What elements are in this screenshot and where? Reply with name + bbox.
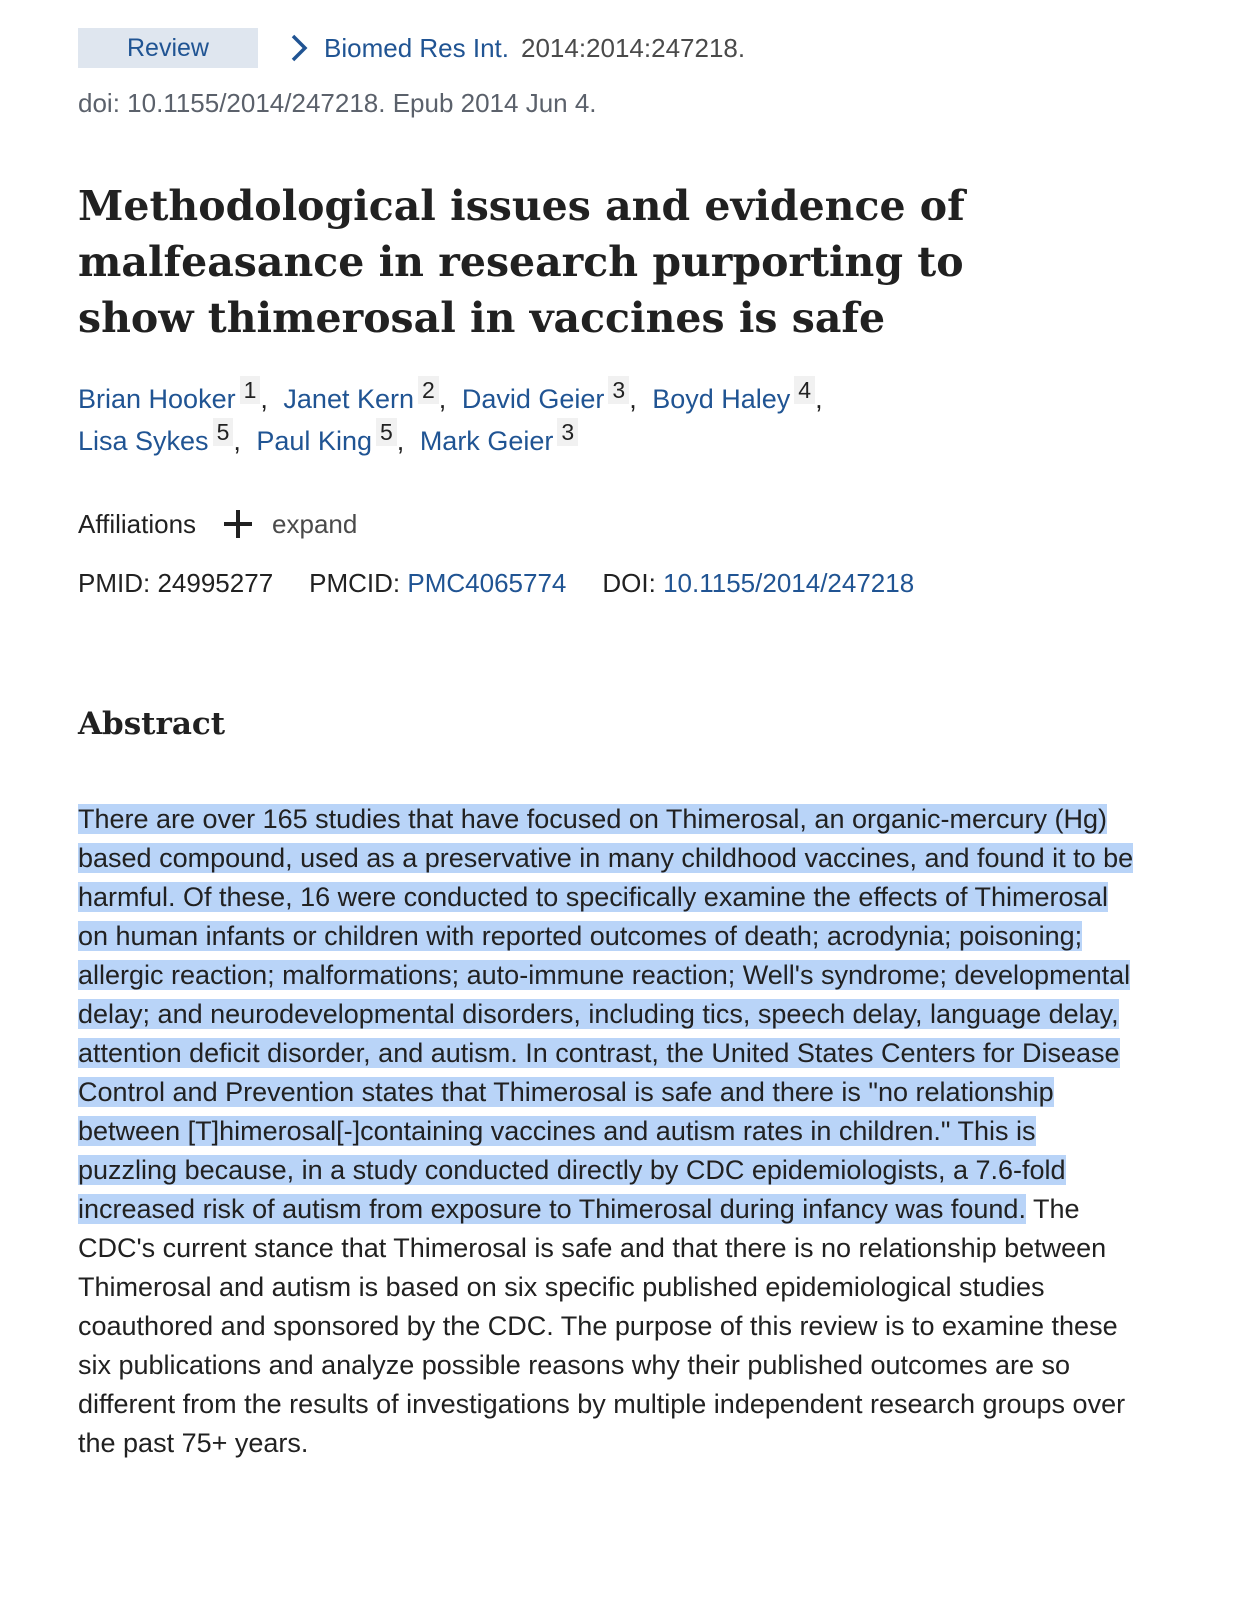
author-link[interactable]: Lisa Sykes [78, 426, 209, 456]
journal-link[interactable]: Biomed Res Int. [324, 32, 509, 63]
abstract-text [78, 800, 1138, 1463]
abstract-heading: Abstract [78, 706, 226, 742]
article-title: Methodological issues and evidence of malfeasance in research purporting to show thimerosal in vaccines is safe [78, 182, 965, 342]
doi-label: DOI: [602, 568, 656, 598]
plus-icon[interactable] [222, 508, 254, 540]
author-link[interactable]: Janet Kern [283, 384, 414, 414]
affiliation-ref-link[interactable]: 1 [240, 376, 261, 404]
author-item: Boyd Haley 4 , [652, 377, 823, 414]
author-item: Lisa Sykes 5 , [78, 419, 241, 456]
pmcid-group [309, 568, 566, 599]
author-item: Janet Kern 2 , [283, 377, 447, 414]
affiliation-ref-link[interactable]: 2 [418, 376, 439, 404]
affiliation-ref-link[interactable]: 3 [608, 376, 629, 404]
author-link[interactable]: Brian Hooker [78, 384, 236, 414]
affiliation-ref-link[interactable]: 5 [376, 418, 397, 446]
pmcid-link[interactable]: PMC4065774 [407, 568, 567, 598]
affiliation-ref-link[interactable]: 3 [557, 418, 578, 446]
article-source-line [78, 28, 745, 68]
affiliation-ref-link[interactable]: 5 [213, 418, 234, 446]
selected-text: There are over 165 studies that have focused on Thimerosal, an organic-mercury (Hg) based compound, used as a preservative in many childhood vaccines, and found it to be harmful. Of these, 16 were conducted to specifically examine the effects of Thimerosal on human infants or children with reported outcomes of death; acrodynia; poisoning; allergic reaction; malformations; auto-immune reaction; Well's syndrome; developmental delay; and neurodevelopmental disorders, including tics, speech delay, language delay, attention deficit disorder, and autism. In contrast, the United States Centers for Disease Control and Prevention states that Thimerosal is safe and there is "no relationship between [T]himerosal[-]containing vaccines and autism rates in children." This is puzzling because, in a study conducted directly by CDC epidemiologists, a 7.6-fold increased risk of autism from exposure to Thimerosal during infancy was found. [78, 804, 1134, 1224]
author-link[interactable]: Paul King [256, 426, 372, 456]
identifiers-row [78, 568, 950, 599]
abstract-rest-text: The CDC's current stance that Thimerosal is safe and that there is no relationship between Thimerosal and autism is based on six specific published epidemiological studies coauthored and sponsored by the CDC. The purpose of this review is to examine these six publications and analyze possible reasons why their published outcomes are so different from the results of investigations by multiple independent research groups over the past 75+ years. [78, 1194, 1126, 1458]
author-link[interactable]: Boyd Haley [652, 384, 791, 414]
author-link[interactable]: David Geier [461, 384, 605, 414]
pmid-value: 24995277 [157, 568, 274, 598]
affiliation-ref-link[interactable]: 4 [794, 376, 815, 404]
authors-row [78, 378, 1078, 420]
doi-link[interactable]: 10.1155/2014/247218 [663, 568, 915, 598]
author-link[interactable]: Mark Geier [419, 426, 554, 456]
expand-button[interactable]: expand [272, 508, 358, 539]
author-item: Paul King 5 , [256, 419, 405, 456]
author-item: David Geier 3 , [461, 377, 637, 414]
pmcid-label: PMCID: [309, 568, 401, 598]
pmid-label: PMID: [78, 568, 151, 598]
doi-epub-line: doi: 10.1155/2014/247218. Epub 2014 Jun 4. [78, 88, 597, 118]
pmid-group [78, 568, 273, 599]
chevron-right-icon [286, 28, 312, 68]
affiliations-label: Affiliations [78, 508, 197, 539]
authors-list [78, 378, 1078, 462]
affiliations-toggle[interactable] [78, 508, 357, 540]
doi-group [602, 568, 914, 599]
author-item: Brian Hooker 1 , [78, 377, 268, 414]
citation-text: 2014:2014:247218. [520, 32, 746, 63]
review-badge: Review [78, 28, 258, 68]
authors-row [78, 420, 1078, 462]
author-item [419, 419, 578, 456]
